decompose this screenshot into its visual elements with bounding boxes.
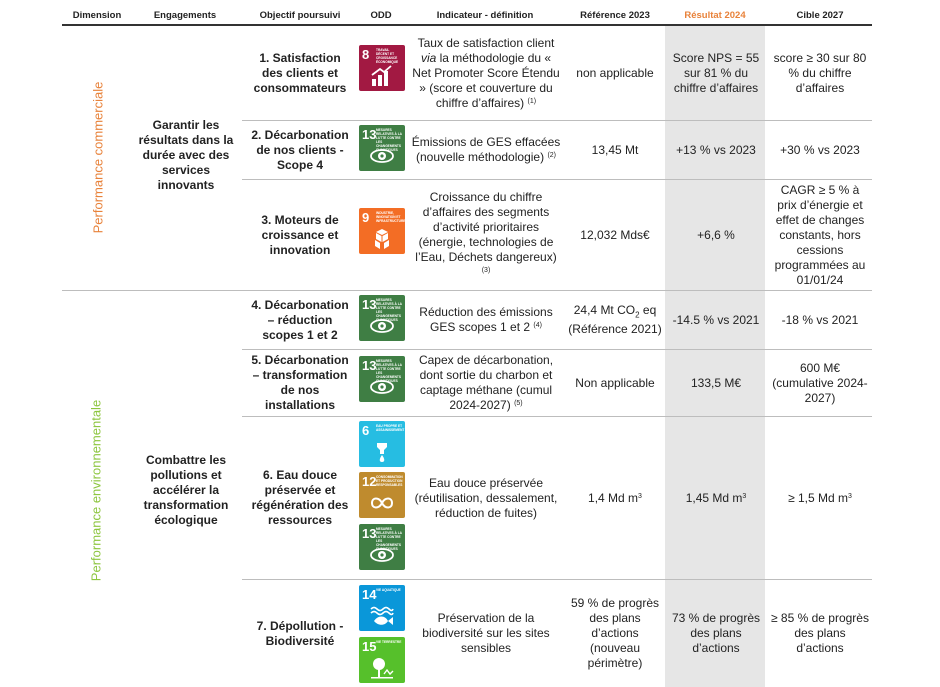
sdg-13-icon: 13 MESURES RELATIVES À LA LUTTE CONTRE LES CHANGEMENTS CLIMATIQUES: [359, 125, 405, 171]
objectif-2: 2. Décarbonation de nos clients - Scope 4: [251, 127, 349, 172]
indicateur-7: Préservation de la biodiversité sur les sites sensibles: [422, 611, 550, 655]
resultat-2: +13 % vs 2023: [676, 142, 756, 157]
resultat-1: Score NPS = 55 sur 81 % du chiffre d’affaires: [672, 50, 760, 95]
objectif-3: 3. Moteurs de croissance et innovation: [261, 212, 339, 257]
reference-3: 12,032 Mds€: [580, 227, 650, 242]
indicateur-5: Capex de décarbonation, dont sortie du charbon et captage méthane (cumul 2024-2027) $^{(5)}$: [418, 353, 554, 412]
header-odd: ODD: [370, 10, 392, 21]
header-indicateur: Indicateur - définition: [436, 10, 534, 21]
sdg-13-icon: 13 MESURES RELATIVES À LA LUTTE CONTRE LES CHANGEMENTS CLIMATIQUES: [359, 524, 405, 570]
header-engagements: Engagements: [153, 10, 217, 21]
engagement-2: Combattre les pollutions et accélérer la transformation écologique: [143, 452, 229, 527]
sdg-9-icon: 9 INDUSTRIE, INNOVATION ET INFRASTRUCTURE: [359, 208, 405, 254]
header-resultat: Résultat 2024: [684, 10, 746, 21]
sdg-13-icon: 13 MESURES RELATIVES À LA LUTTE CONTRE LES CHANGEMENTS CLIMATIQUES: [359, 356, 405, 402]
cible-2: +30 % vs 2023: [780, 142, 860, 157]
objectif-4: 4. Décarbonation – réduction scopes 1 et 2: [251, 297, 349, 342]
resultat-3: +6,6 %: [697, 227, 735, 242]
cible-3: CAGR ≥ 5 % à prix d’énergie et effet de changes constants, hors cessions programmées au 01/01/24: [774, 182, 866, 287]
indicateur-3: Croissance du chiffre d’affaires des segments d’activité prioritaires (énergie, technologies de l’Eau, Déchets dangereux) $^{(3)}$: [415, 190, 557, 274]
engagement-1: Garantir les résultats dans la durée avec des services innovants: [138, 117, 234, 192]
header-reference: Référence 2023: [580, 10, 650, 21]
cible-1: score ≥ 30 sur 80 % du chiffre d’affaires: [773, 50, 867, 95]
indicateur-4: Réduction des émissions GES scopes 1 et 2 $^{(4)}$: [419, 305, 553, 334]
sdg-12-icon: 12 CONSOMMATION ET PRODUCTION RESPONSABLES: [359, 472, 405, 518]
indicateur-1: Taux de satisfaction client via la méthodologie du « Net Promoter Score Étendu » (score et couverture du chiffre d’affaires) $^{(1)}$: [412, 35, 560, 110]
cible-6: ≥ 1,5 Md $m^3$: [788, 490, 852, 505]
reference-6: 1,4 Md $m^3$: [588, 490, 642, 505]
sdg-13-icon: 13 MESURES RELATIVES À LA LUTTE CONTRE LES CHANGEMENTS CLIMATIQUES: [359, 295, 405, 341]
reference-5: Non applicable: [575, 375, 655, 390]
sdg-6-icon: 6 EAU PROPRE ET ASSAINISSEMENT: [359, 421, 405, 467]
objectif-7: 7. Dépollution - Biodiversité: [256, 618, 344, 648]
cible-7: ≥ 85 % de progrès des plans d’actions: [771, 611, 869, 655]
objectif-5: 5. Décarbonation – transformation de nos installations: [251, 353, 349, 412]
cible-4: -18 % vs 2021: [781, 312, 859, 327]
indicateur-2: Émissions de GES effacées (nouvelle méthodologie) $^{(2)}$: [411, 135, 561, 164]
reference-2: 13,45 Mt: [591, 142, 639, 157]
dimension-environnemental: Performance environnementale: [88, 399, 104, 582]
resultat-6: 1,45 Md $m^3$: [685, 490, 747, 505]
indicateur-6: Eau douce préservée (réutilisation, dessalement, réduction de fuites): [414, 475, 558, 520]
sdg-14-icon: 14 VIE AQUATIQUE: [359, 585, 405, 631]
header-cible: Cible 2027: [796, 10, 844, 21]
cible-5: 600 M€ (cumulative 2024-2027): [772, 360, 868, 405]
dimension-commercial: Performance commerciale: [90, 81, 106, 234]
header-dimension: Dimension: [72, 10, 122, 21]
resultat-4: -14.5 % vs 2021: [672, 312, 760, 327]
header-objectif: Objectif poursuivi: [259, 10, 341, 21]
sdg-8-icon: 8 TRAVAIL DÉCENT ET CROISSANCE ÉCONOMIQUE: [359, 45, 405, 91]
objectif-1: 1. Satisfaction des clients et consommateurs: [253, 50, 347, 95]
reference-4: 24,4 Mt $CO_2$ eq (Référence 2021): [568, 302, 662, 337]
reference-1: non applicable: [576, 65, 654, 80]
sdg-15-icon: 15 VIE TERRESTRE: [359, 637, 405, 683]
objectif-6: 6. Eau douce préservée et régénération des ressources: [251, 468, 349, 527]
reference-7: 59 % de progrès des plans d’actions (nouveau périmètre): [570, 596, 660, 670]
resultat-5: 133,5 M€: [690, 375, 742, 390]
resultat-7: 73 % de progrès des plans d’actions: [671, 611, 761, 655]
